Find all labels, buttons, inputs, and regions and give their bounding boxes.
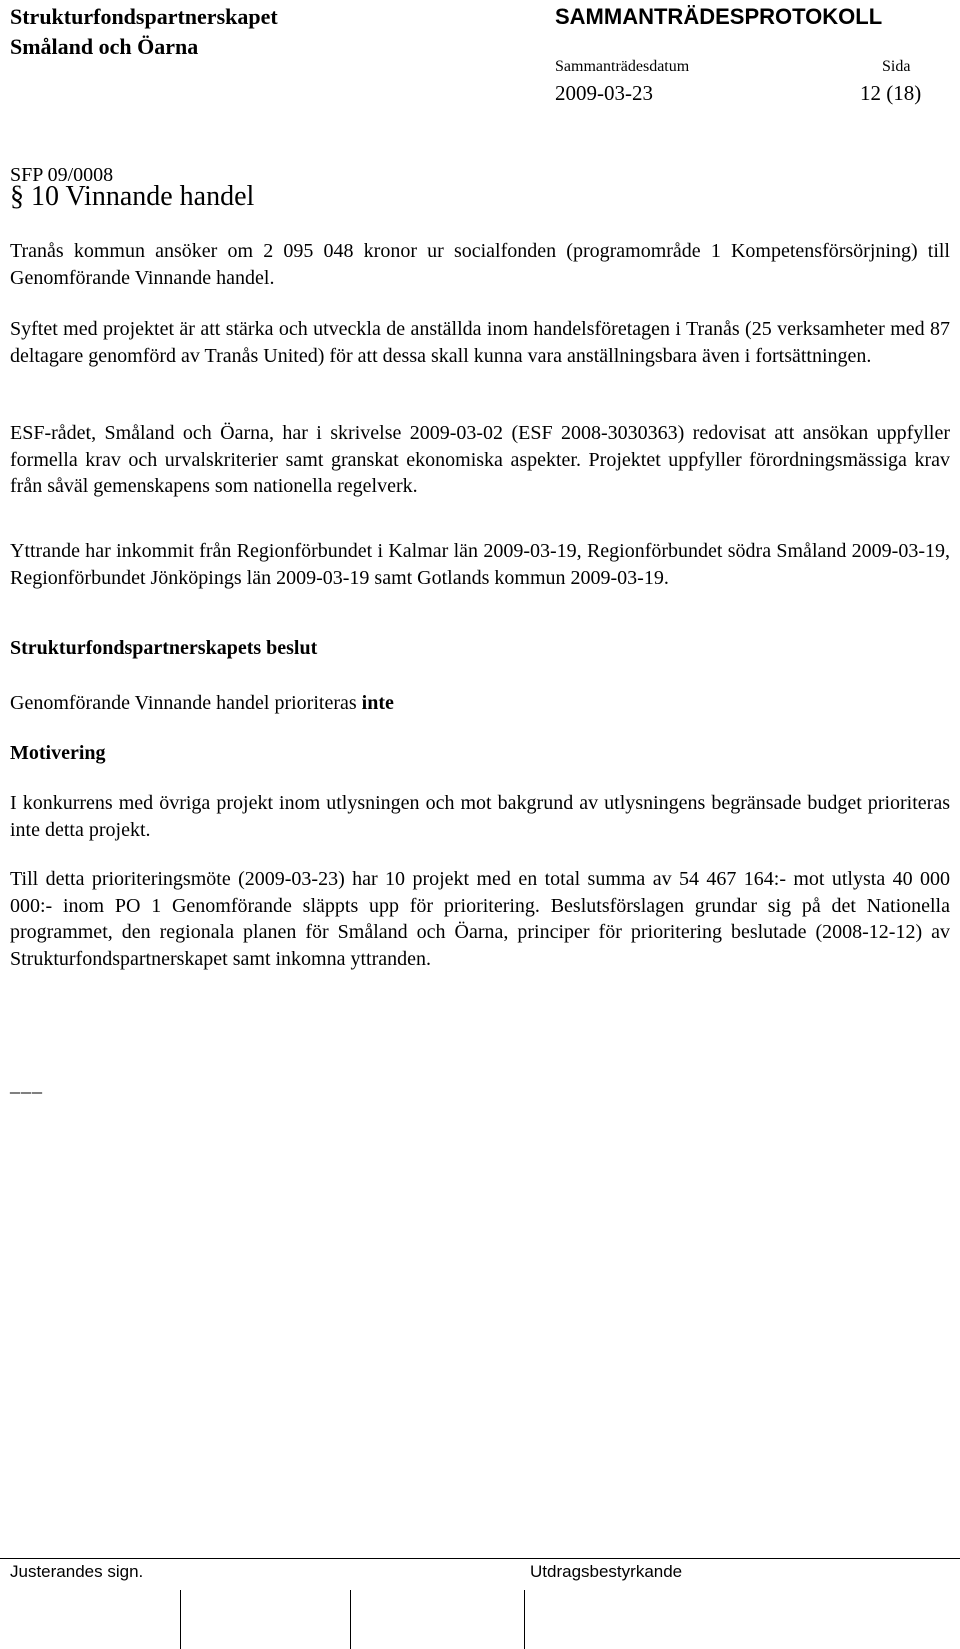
paragraph-motivation: I konkurrens med övriga projekt inom utlysningen och mot bakgrund av utlysningens begränsade budget prioriteras inte detta projekt.	[10, 792, 950, 841]
case-number: SFP 09/0008	[10, 164, 114, 186]
paragraph-purpose: Syftet med projektet är att stärka och utveckla de anställda inom handelsföretagen i Tranås (25 verksamheter med 87 deltagare genomförd av Tranås United) för att dessa skall kunna vara anställningsbara även i fortsättningen.	[10, 318, 950, 367]
signature-box-divider	[350, 1590, 351, 1649]
paragraph-prioritization: Till detta prioriteringsmöte (2009-03-23) har 10 projekt med en total summa av 54 467 164:- mot utlysta 40 000 000:- inom PO 1 Genomförande släppts upp för prioritering. Beslutsförslagen grundar sig på det Nationella programmet, den regionala planen för Småland och Öarna, principer för prioritering beslutade (2008-12-12) av Strukturfondspartnerskapet samt inkomna yttranden.	[10, 868, 950, 970]
paragraph-statements: Yttrande har inkommit från Regionförbundet i Kalmar län 2009-03-19, Regionförbundet södra Småland 2009-03-19, Regionförbundet Jönköpings län 2009-03-19 samt Gotlands kommun 2009-03-19.	[10, 540, 950, 589]
decision-text	[10, 690, 950, 717]
page-label: Sida	[882, 58, 911, 75]
footer-certification-label: Utdragsbestyrkande	[530, 1562, 683, 1581]
signature-box-divider	[524, 1590, 525, 1649]
organization-name: Strukturfondspartnerskapet	[10, 4, 278, 29]
organization-region: Småland och Öarna	[10, 34, 199, 59]
document-type: SAMMANTRÄDESPROTOKOLL	[555, 4, 883, 29]
paragraph-application: Tranås kommun ansöker om 2 095 048 kronor ur socialfonden (programområde 1 Kompetensförsörjning) till Genomförande Vinnande handel.	[10, 240, 950, 289]
signature-box-divider	[180, 1590, 181, 1649]
meeting-date: 2009-03-23	[555, 81, 653, 105]
footer-signature-label: Justerandes sign.	[10, 1562, 144, 1581]
page-number: 12 (18)	[860, 81, 922, 105]
decision-emphasis: inte	[361, 692, 394, 714]
decision-statement: Genomförande Vinnande handel prioriteras	[10, 692, 362, 714]
section-separator: ___	[10, 1074, 43, 1096]
meeting-date-label: Sammanträdesdatum	[555, 58, 690, 75]
footer-divider	[0, 1558, 960, 1559]
paragraph-esf-council: ESF-rådet, Småland och Öarna, har i skrivelse 2009-03-02 (ESF 2008-3030363) redovisat att ansökan uppfyller formella krav och urvalskriterier samt granskat ekonomiska aspekter. Projektet uppfyller förordningsmässiga krav från såväl gemenskapens som nationella regelverk.	[10, 422, 950, 497]
motivation-heading: Motivering	[10, 742, 106, 764]
decision-heading: Strukturfondspartnerskapets beslut	[10, 637, 318, 659]
section-title: § 10 Vinnande handel	[10, 181, 255, 212]
